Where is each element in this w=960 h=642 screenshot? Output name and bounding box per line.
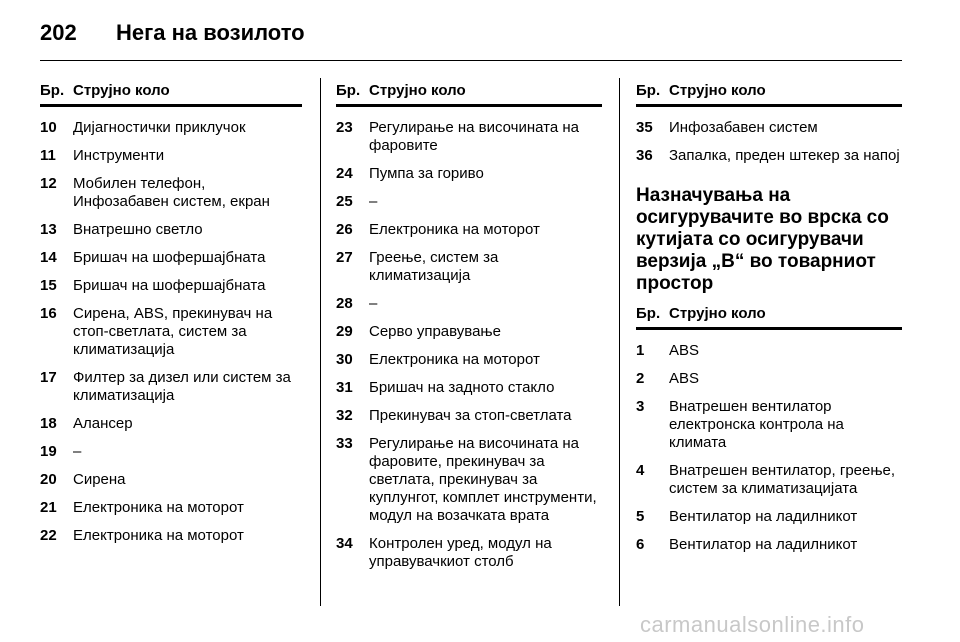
table-row xyxy=(40,369,302,405)
table-row xyxy=(336,295,602,313)
circuit-name: – xyxy=(73,443,82,460)
circuit-name: Филтер за дизел или систем за климатизација xyxy=(73,369,291,404)
fuse-number: 32 xyxy=(336,407,353,424)
fuse-number: 26 xyxy=(336,221,353,238)
header-no: Бр. xyxy=(336,82,361,99)
fuse-number: 36 xyxy=(636,147,653,164)
fuse-number: 17 xyxy=(40,369,57,386)
fuse-number: 2 xyxy=(636,370,645,387)
table-row xyxy=(40,147,302,165)
fuse-number: 4 xyxy=(636,462,645,479)
table-row xyxy=(40,277,302,295)
circuit-name: Бришач на шофершајбната xyxy=(73,277,266,294)
circuit-name: Серво управување xyxy=(369,323,501,340)
header-circuit: Струјно коло xyxy=(669,305,766,322)
table-row xyxy=(336,535,602,571)
fuse-number: 15 xyxy=(40,277,57,294)
fuse-number: 30 xyxy=(336,351,353,368)
circuit-name: Вентилатор на ладилникот xyxy=(669,508,858,525)
circuit-name: Внатрешен вентилатор, греење, систем за климатизацијата xyxy=(669,462,896,497)
header-no: Бр. xyxy=(40,82,65,99)
circuit-name: Сирена, ABS, прекинувач на стоп-светлата, систем за климатизација xyxy=(73,305,273,358)
circuit-name: Запалка, преден штекер за напој xyxy=(669,147,900,164)
circuit-name: Регулирање на височината на фаровите xyxy=(369,119,579,154)
table-row xyxy=(336,165,602,183)
fuse-number: 23 xyxy=(336,119,353,136)
fuse-number: 35 xyxy=(636,119,653,136)
circuit-name: Електроника на моторот xyxy=(73,527,244,544)
circuit-name: Електроника на моторот xyxy=(369,351,540,368)
fuse-table-column-2 xyxy=(336,82,602,571)
fuse-number: 34 xyxy=(336,535,353,552)
page-header xyxy=(40,14,902,54)
fuse-number: 20 xyxy=(40,471,57,488)
circuit-name: Мобилен телефон, Инфозабавен систем, екран xyxy=(73,175,270,210)
fuse-number: 28 xyxy=(336,295,353,312)
column-divider xyxy=(619,78,620,606)
circuit-name: ABS xyxy=(669,342,700,359)
table-row xyxy=(40,471,302,489)
fuse-number: 16 xyxy=(40,305,57,322)
circuit-name: Бришач на задното стакло xyxy=(369,379,555,396)
table-row xyxy=(40,221,302,239)
fuse-number: 13 xyxy=(40,221,57,238)
header-circuit: Струјно коло xyxy=(369,82,466,99)
table-row xyxy=(336,435,602,525)
table-row xyxy=(636,370,902,388)
circuit-name: ABS xyxy=(669,370,700,387)
table-header xyxy=(336,82,602,107)
table-row xyxy=(40,443,302,461)
table-row xyxy=(336,119,602,155)
fuse-number: 27 xyxy=(336,249,353,266)
circuit-name: Електроника на моторот xyxy=(73,499,244,516)
fuse-table-column-1 xyxy=(40,82,302,545)
table-header xyxy=(636,305,902,330)
header-divider xyxy=(40,60,902,61)
circuit-name: Електроника на моторот xyxy=(369,221,540,238)
table-row xyxy=(336,249,602,285)
fuse-number: 24 xyxy=(336,165,353,182)
section-heading: Назначувања на осигурувачите во врска со кутијата со осигурувачи верзија „B“ во товарниот простор xyxy=(636,185,889,294)
table-row xyxy=(636,462,902,498)
circuit-name: Внатрешен вентилатор електронска контрола на климата xyxy=(669,398,844,451)
table-row xyxy=(336,379,602,397)
circuit-name: Контролен уред, модул на управувачкиот столб xyxy=(369,535,552,570)
circuit-name: Регулирање на височината на фаровите, прекинувач за светлата, прекинувач за куплунгот, комплет инструменти, модул на возачката врата xyxy=(369,435,597,524)
circuit-name: Инструменти xyxy=(73,147,165,164)
fuse-number: 6 xyxy=(636,536,645,553)
table-row xyxy=(336,193,602,211)
fuse-number: 22 xyxy=(40,527,57,544)
circuit-name: Греење, систем за климатизација xyxy=(369,249,499,284)
circuit-name: Прекинувач за стоп-светлата xyxy=(369,407,572,424)
circuit-name: Пумпа за гориво xyxy=(369,165,484,182)
circuit-name: Сирена xyxy=(73,471,126,488)
table-row xyxy=(40,499,302,517)
circuit-name: Внатрешно светло xyxy=(73,221,203,238)
table-row xyxy=(336,351,602,369)
fuse-table-column-3 xyxy=(636,82,902,554)
table-row xyxy=(336,407,602,425)
circuit-name: Дијагностички приклучок xyxy=(73,119,246,136)
fuse-number: 11 xyxy=(40,147,56,164)
circuit-name: – xyxy=(369,295,378,312)
fuse-number: 1 xyxy=(636,342,645,359)
fuse-number: 21 xyxy=(40,499,57,516)
column-divider xyxy=(320,78,321,606)
fuse-number: 19 xyxy=(40,443,57,460)
circuit-name: Вентилатор на ладилникот xyxy=(669,536,858,553)
table-row xyxy=(40,249,302,267)
table-row xyxy=(40,415,302,433)
fuse-number: 5 xyxy=(636,508,645,525)
fuse-number: 3 xyxy=(636,398,645,415)
page-number: 202 xyxy=(40,20,77,45)
table-row xyxy=(40,119,302,137)
table-row xyxy=(336,323,602,341)
table-row xyxy=(40,175,302,211)
circuit-name: Бришач на шофершајбната xyxy=(73,249,266,266)
table-header xyxy=(40,82,302,107)
circuit-name: Алансер xyxy=(73,415,133,432)
fuse-number: 33 xyxy=(336,435,353,452)
table-row xyxy=(40,305,302,359)
fuse-number: 12 xyxy=(40,175,57,192)
watermark: carmanualsonline.info xyxy=(640,612,865,637)
fuse-number: 29 xyxy=(336,323,353,340)
header-no: Бр. xyxy=(636,305,661,322)
fuse-number: 10 xyxy=(40,119,57,136)
table-header xyxy=(636,82,902,107)
fuse-number: 18 xyxy=(40,415,57,432)
table-row xyxy=(636,536,902,554)
circuit-name: – xyxy=(369,193,378,210)
fuse-number: 31 xyxy=(336,379,353,396)
table-row xyxy=(636,147,902,165)
header-circuit: Струјно коло xyxy=(669,82,766,99)
table-row xyxy=(636,508,902,526)
table-row xyxy=(636,119,902,137)
page-title: Нега на возилото xyxy=(116,20,305,45)
table-row xyxy=(636,398,902,452)
header-no: Бр. xyxy=(636,82,661,99)
table-row xyxy=(40,527,302,545)
fuse-number: 14 xyxy=(40,249,57,266)
table-row xyxy=(336,221,602,239)
circuit-name: Инфозабавен систем xyxy=(669,119,818,136)
header-circuit: Струјно коло xyxy=(73,82,170,99)
fuse-number: 25 xyxy=(336,193,353,210)
table-row xyxy=(636,342,902,360)
